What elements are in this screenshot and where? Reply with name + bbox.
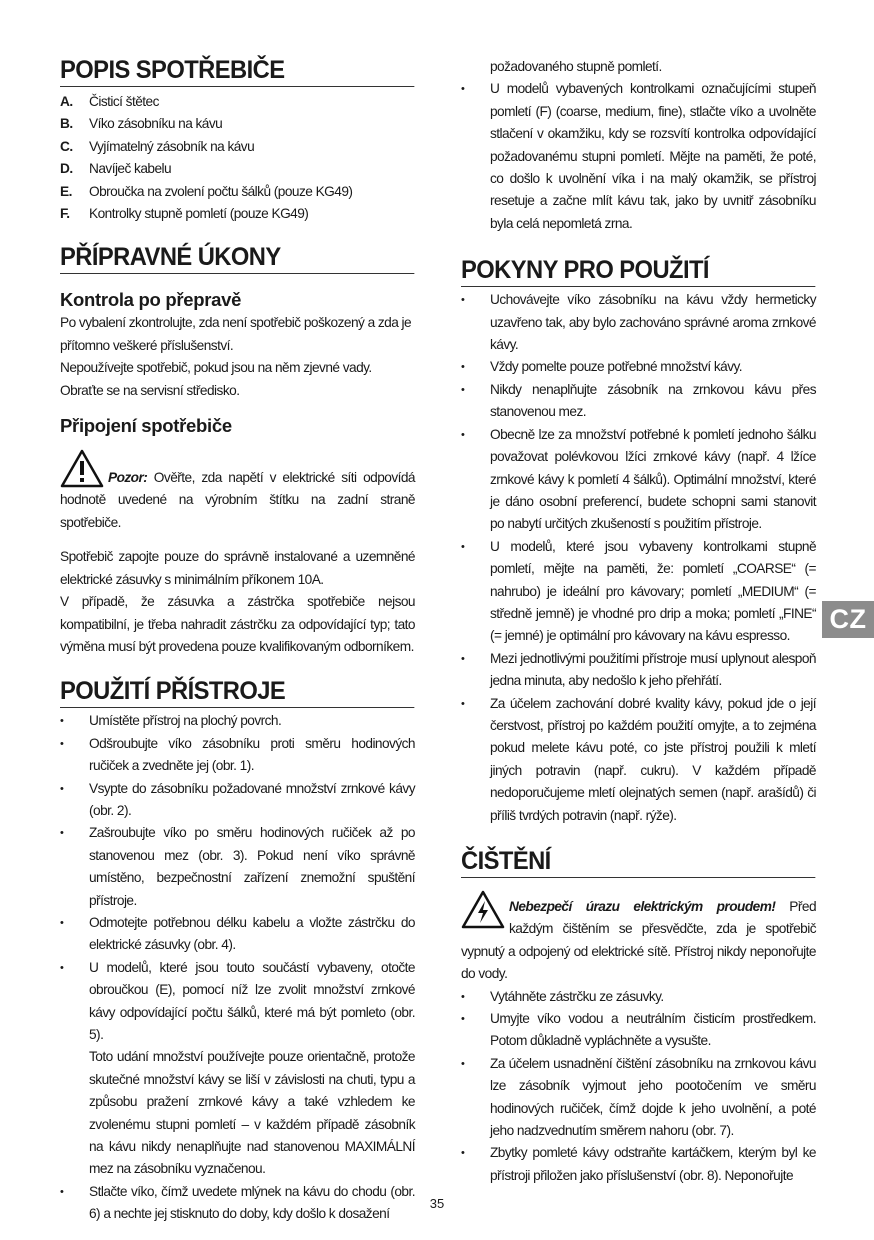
subheading-kontrola: Kontrola po přepravě — [60, 289, 242, 311]
paragraph: Po vybalení zkontrolujte, zda není spotřebič poškozený a zda je přítomno veškeré příslušenství. — [60, 315, 412, 353]
list-item: • U modelů vybavených kontrolkami označujícími stupeň pomletí (F) (coarse, medium, fine), stlačte víko a uvolněte stlačení v okamžiku, kdy se rozsvítí kontrolka odpovídající požadovanému stupni pomletí. Mějte na paměti, že poté, co došlo k uvolnění víka i na malý okamžik, se přístroj resetuje a začne mlít kávu tak, jako by uvnitř zásobníku byla celá nepomletá zrna. — [461, 78, 816, 235]
section-title-pouziti: POUŽITÍ PŘÍSTROJE — [60, 677, 414, 708]
list-item: • Zbytky pomleté kávy odstraňte kartáčkem, kterým byl ke přístroji přiložen jako příslušenství (obr. 8). Neponořujte — [461, 1142, 816, 1187]
list-item: • U modelů, které jsou vybaveny kontrolkami stupně pomletí, mějte na paměti, že: pomletí „COARSE“ (= nahrubo) je ideální pro kávovary; pomletí „MEDIUM“ (= středně jemně) je vhodné pro drip a moka; pomletí „FINE“ (= jemné) je optimální pro kávovary na kávu espresso. — [461, 536, 816, 648]
list-item: • Vždy pomelte pouze potřebné množství kávy. — [461, 356, 816, 378]
bullet-list — [461, 56, 816, 235]
right-column — [461, 0, 816, 1187]
section-title-cisteni: ČIŠTĚNÍ — [461, 847, 815, 878]
list-item: • Stlačte víko, čímž uvedete mlýnek na kávu do chodu (obr. 6) a nechte jej stisknuto do doby, kdy došlo k dosažení — [60, 1181, 415, 1226]
list-item: B. Víko zásobníku na kávu — [60, 116, 223, 132]
list-item: • Za účelem zachování dobré kvality kávy, pokud jde o její čerstvost, přístroj po každém použití omyjte, a to zejména pokud melete kávu poté, co jste přístroj použili k mletí jiných potravin (např. cukru). V každém případě nedoporučujeme mletí olejnatých semen (např. arašídů) či příliš tvrdých potravin (např. rýže). — [461, 693, 816, 827]
list-item: • Mezi jednotlivými použitími přístroje musí uplynout alespoň jedna minuta, aby nedošlo k jeho přehřátí. — [461, 648, 816, 693]
list-item: A. Čisticí štětec — [60, 94, 159, 109]
list-item: • Obecně lze za množství potřebné k pomletí jednoho šálku považovat polévkovou lžíci zrnkové kávy (např. 4 lžíce zrnkové kávy k pomletí 4 šálků). Optimální množství, které je dáno osobní preferencí, budete schopni sami stanovit po nabytí určitých zkušeností s použitím přístroje. — [461, 424, 816, 536]
list-item: E. Obroučka na zvolení počtu šálků (pouze KG49) — [60, 183, 353, 199]
electric-hazard-icon — [461, 890, 505, 930]
warning-text: Ověřte, zda napětí v elektrické síti odpovídá hodnotě uvedené na výrobním štítku na zadní straně spotřebiče. — [60, 470, 415, 530]
bullet-list — [461, 289, 816, 827]
list-item: D. Navíječ kabelu — [60, 161, 172, 177]
section-pouziti — [60, 677, 415, 1225]
paragraph: Spotřebič zapojte pouze do správně instalované a uzemněné elektrické zásuvky s minimálním příkonem 10A. — [60, 549, 415, 587]
page-number: 35 — [429, 1196, 445, 1211]
language-tab: CZ — [822, 601, 874, 638]
section-title-pokyny: POKYNY PRO POUŽITÍ — [461, 256, 815, 287]
list-item: • Uchovávejte víko zásobníku na kávu vždy hermeticky uzavřeno tak, aby bylo zachováno správné aroma zrnkové kávy. — [461, 289, 816, 356]
list-item: • Umístěte přístroj na plochý povrch. — [60, 710, 415, 732]
list-item: • Umyjte víko vodou a neutrálním čisticím prostředkem. Potom důkladně vypláchněte a vysušte. — [461, 1008, 816, 1053]
list-item: • Odmotejte potřebnou délku kabelu a vložte zástrčku do elektrické zásuvky (obr. 4). — [60, 912, 415, 957]
section-title-pripravne: PŘÍPRAVNÉ ÚKONY — [60, 243, 414, 274]
section-title-popis: POPIS SPOTŘEBIČE — [60, 56, 414, 87]
bullet-list — [461, 986, 816, 1188]
list-item: • Odšroubujte víko zásobníku proti směru hodinových ručiček a zvedněte jej (obr. 1). — [60, 733, 415, 778]
warning-block — [60, 449, 415, 534]
paragraph: V případě, že zásuvka a zástrčka spotřebiče nejsou kompatibilní, je třeba nahradit zástrčku za odpovídající typ; tato výměna musí být provedena pouze kvalifikovaným odborníkem. — [60, 594, 415, 654]
list-item: • Za účelem usnadnění čištění zásobníku na zrnkovou kávu lze zásobník vyjmout jeho pootočením ve směru hodinových ručiček, čímž dojde k jeho uvolnění, a poté jeho nadzvednutím směrem nahoru (obr. 7). — [461, 1053, 816, 1143]
warning-label: Nebezpečí úrazu elektrickým proudem! — [509, 899, 776, 914]
list-item: • U modelů, které jsou touto součástí vybaveny, otočte obroučkou (E), pomocí níž lze zvolit množství zrnkové kávy odpovídající počtu šálků, které má být pomleto (obr. 5). Toto udání množství používejte pouze orientačně, protože skutečné množství kávy se liší v závislosti na chuti, typu a způsobu pražení zrnkové kávy a také vzhledem ke zvolenému stupni pomletí – v každém případě zásobník na kávu nikdy nenaplňujte nad stanovenou MAXIMÁLNÍ mez na zásobníku vyznačenou. — [60, 957, 415, 1181]
bullet-list — [60, 710, 415, 1225]
warning-text: Před každým čištěním se přesvědčte, zda je spotřebič vypnutý a odpojený od elektrické sítě. Přístroj nikdy neponořujte do vody. — [461, 899, 817, 982]
section-pokyny — [461, 256, 816, 827]
list-item: • Vsypte do zásobníku požadované množství zrnkové kávy (obr. 2). — [60, 778, 415, 823]
warning-icon — [60, 449, 104, 489]
section-pripravne — [60, 243, 415, 658]
continued-text: požadovaného stupně pomletí. — [490, 59, 662, 74]
warning-block — [461, 890, 816, 986]
list-item: F. Kontrolky stupně pomletí (pouze KG49) — [60, 206, 309, 222]
section-cisteni — [461, 847, 816, 1187]
list-item: • Zašroubujte víko po směru hodinových ručiček až po stanovenou mez (obr. 3). Pokud není víko správně umístěno, bezpečnostní zařízení znemožní spuštění přístroje. — [60, 822, 415, 912]
list-item: C. Vyjímatelný zásobník na kávu — [60, 138, 255, 154]
warning-label: Pozor: — [108, 470, 148, 486]
left-column — [60, 0, 415, 1226]
subheading-pripojeni: Připojení spotřebiče — [60, 415, 232, 437]
list-item: • Vytáhněte zástrčku ze zásuvky. — [461, 986, 816, 1008]
parts-list — [60, 91, 415, 225]
paragraph: Nepoužívejte spotřebič, pokud jsou na něm zjevné vady. Obraťte se na servisní středisko. — [60, 360, 372, 398]
section-popis — [60, 56, 415, 225]
list-item: • Nikdy nenaplňujte zásobník na zrnkovou kávu přes stanovenou mez. — [461, 379, 816, 424]
